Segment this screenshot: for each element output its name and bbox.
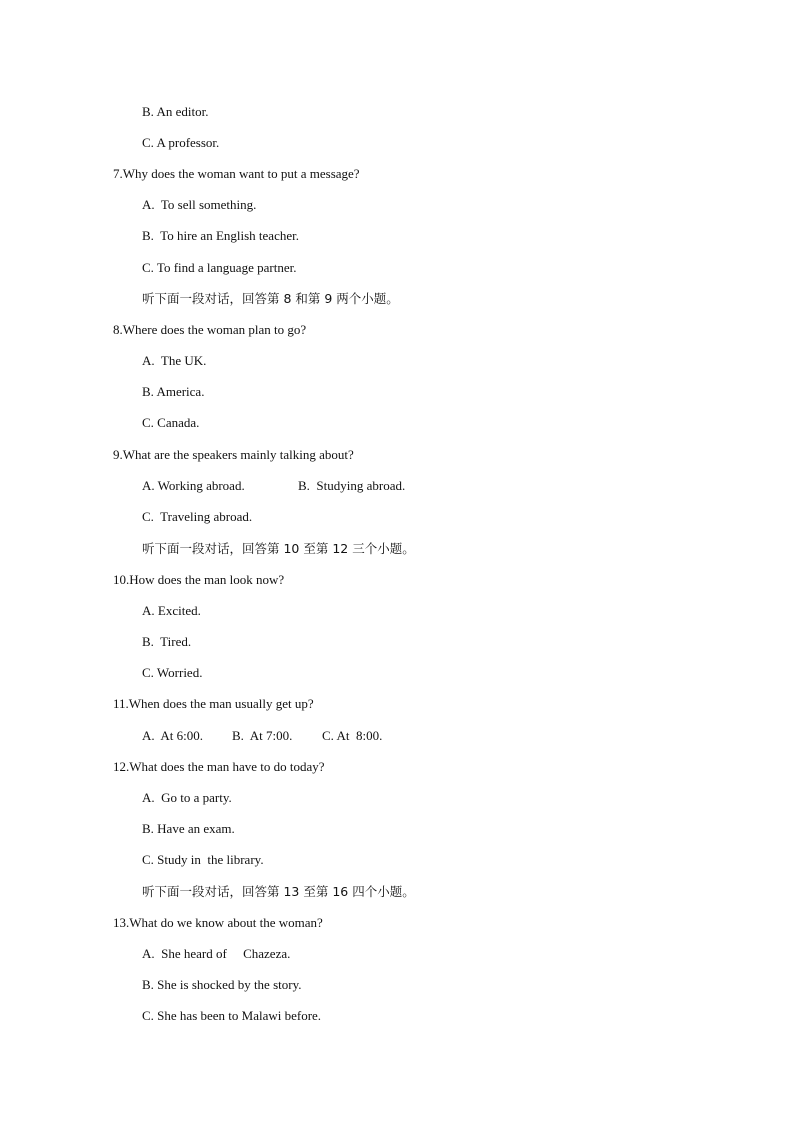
- option-8a: A. The UK.: [142, 353, 207, 368]
- option-9b: B. Studying abroad.: [298, 478, 406, 493]
- question-10: 10.How does the man look now?: [113, 572, 285, 587]
- instruction-8-9: 听下面一段对话，回答第 8 和第 9 两个小题。: [142, 291, 399, 306]
- question-8: 8.Where does the woman plan to go?: [113, 322, 307, 337]
- question-12: 12.What does the man have to do today?: [113, 759, 325, 774]
- question-11: 11.When does the man usually get up?: [113, 696, 314, 711]
- option-10c: C. Worried.: [142, 665, 203, 680]
- option-11c: C. At 8:00.: [322, 728, 383, 743]
- option-7c: C. To find a language partner.: [142, 260, 297, 275]
- option-7a: A. To sell something.: [142, 197, 257, 212]
- option-12a: A. Go to a party.: [142, 790, 232, 805]
- question-7: 7.Why does the woman want to put a message?: [113, 166, 360, 181]
- option-8b: B. America.: [142, 384, 205, 399]
- option-12b: B. Have an exam.: [142, 821, 235, 836]
- question-13: 13.What do we know about the woman?: [113, 915, 323, 930]
- option-6c: C. A professor.: [142, 135, 220, 150]
- option-6b: B. An editor.: [142, 104, 209, 119]
- option-12c: C. Study in the library.: [142, 852, 264, 867]
- instruction-13-16: 听下面一段对话，回答第 13 至第 16 四个小题。: [142, 884, 415, 899]
- option-10a: A. Excited.: [142, 603, 201, 618]
- instruction-10-12: 听下面一段对话，回答第 10 至第 12 三个小题。: [142, 541, 415, 556]
- option-10b: B. Tired.: [142, 634, 192, 649]
- option-8c: C. Canada.: [142, 415, 200, 430]
- option-9c: C. Traveling abroad.: [142, 509, 253, 524]
- option-11b: B. At 7:00.: [232, 728, 293, 743]
- option-13c: C. She has been to Malawi before.: [142, 1008, 322, 1023]
- option-11a: A. At 6:00.: [142, 728, 204, 743]
- option-13a: A. She heard of Chazeza.: [142, 946, 291, 961]
- option-7b: B. To hire an English teacher.: [142, 228, 299, 243]
- option-9a: A. Working abroad.: [142, 478, 245, 493]
- option-13b: B. She is shocked by the story.: [142, 977, 302, 992]
- question-9: 9.What are the speakers mainly talking about?: [113, 447, 354, 462]
